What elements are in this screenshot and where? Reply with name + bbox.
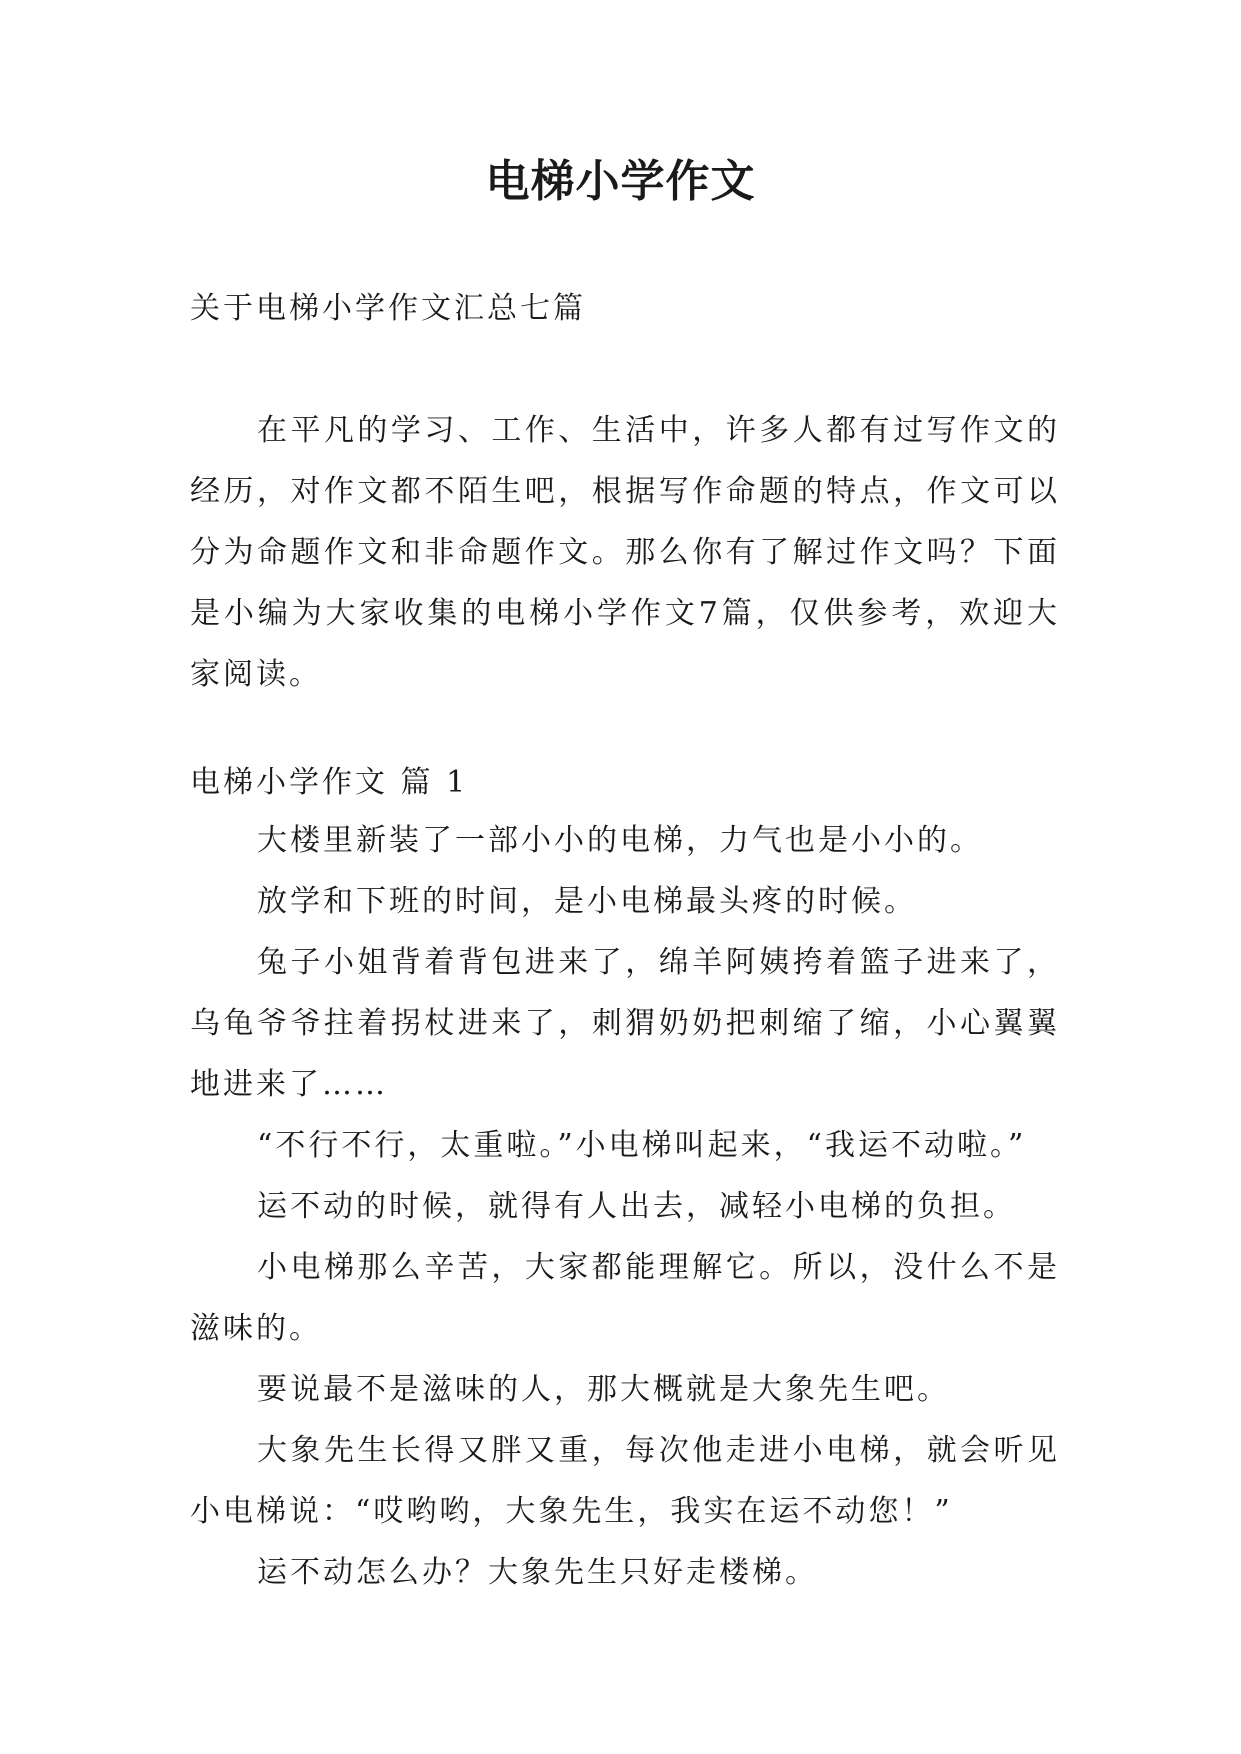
intro-paragraph: 在平凡的学习、工作、生活中，许多人都有过写作文的经历，对作文都不陌生吧，根据写作命题的特点，作文可以分为命题作文和非命题作文。那么你有了解过作文吗？下面是小编为大家收集的电梯小学作文7篇，仅供参考，欢迎大家阅读。 (190, 413, 1060, 692)
paragraph: 运不动怎么办？大象先生只好走楼梯。 (257, 1555, 818, 1590)
document-title: 电梯小学作文 (485, 156, 756, 207)
paragraph: 运不动的时候，就得有人出去，减轻小电梯的负担。 (257, 1189, 1016, 1224)
paragraph: 大象先生长得又胖又重，每次他走进小电梯，就会听见小电梯说：“哎哟哟，大象先生，我实在运不动您！” (190, 1433, 1060, 1529)
section-title: 电梯小学作文 篇 1 (190, 765, 469, 800)
paragraph: 要说最不是滋味的人，那大概就是大象先生吧。 (257, 1372, 950, 1407)
paragraph: 大楼里新装了一部小小的电梯，力气也是小小的。 (257, 823, 983, 858)
paragraph: 小电梯那么辛苦，大家都能理解它。所以，没什么不是滋味的。 (190, 1250, 1060, 1346)
intro-block (190, 400, 1060, 705)
paragraph: “不行不行，太重啦。”小电梯叫起来，“我运不动啦。” (257, 1128, 1027, 1163)
document-subtitle: 关于电梯小学作文汇总七篇 (190, 291, 586, 326)
paragraph: 放学和下班的时间，是小电梯最头疼的时候。 (257, 884, 917, 919)
paragraph: 兔子小姐背着背包进来了，绵羊阿姨挎着篮子进来了，乌龟爷爷拄着拐杖进来了，刺猬奶奶把刺缩了缩，小心翼翼地进来了…… (190, 945, 1060, 1102)
essay-body (190, 810, 1060, 1603)
